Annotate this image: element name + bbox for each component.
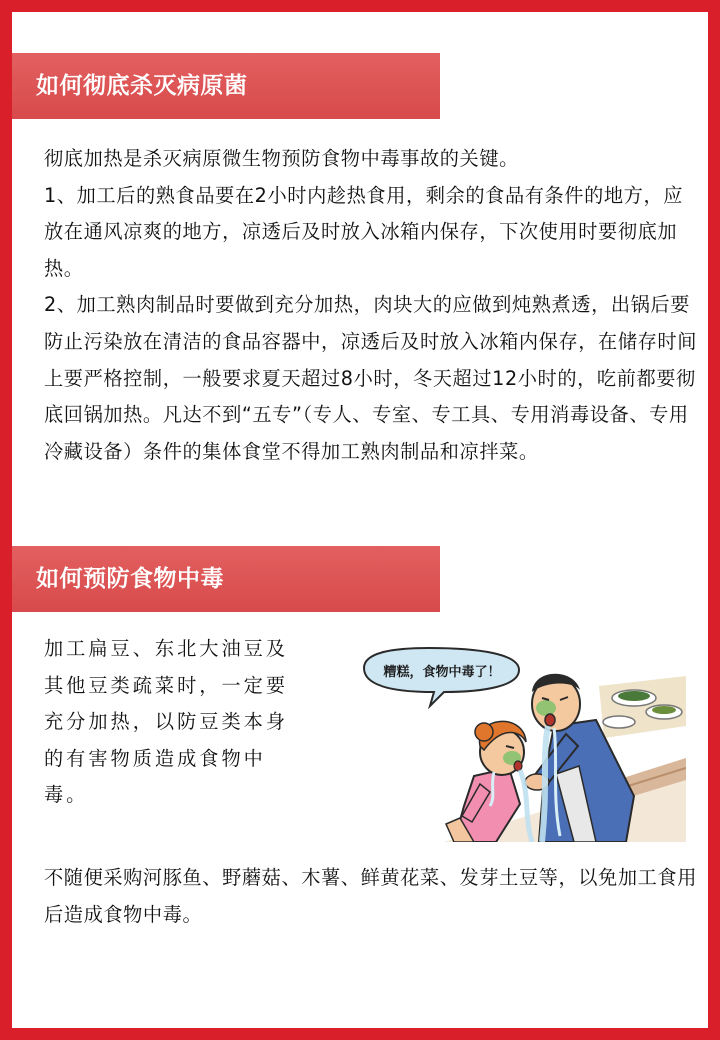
avoid-foods-text: 不随便采购河豚鱼、野蘑菇、木薯、鲜黄花菜、发芽土豆等，以免加工食用后造成食物中毒。 [44, 866, 697, 926]
beans-paragraph [44, 631, 306, 814]
section-heading-prevent-poisoning [12, 546, 440, 612]
point-2-paragraph: 2、加工熟肉制品时要做到充分加热，肉块大的应做到炖熟煮透，出锅后要防止污染放在清洁的食品容器中，凉透后及时放入冰箱内保存，在储存时间上要严格控制，一般要求夏天超过8小时，冬天超过12小时的，吃前都要彻底回锅加热。凡达不到“五专”（专人、专室、专工具、专用消毒设备、专用冷藏设备）条件的集体食堂不得加工熟肉制品和凉拌菜。 [44, 293, 697, 463]
food-poisoning-cartoon [334, 646, 686, 842]
intro-paragraph: 彻底加热是杀灭病原微生物预防食物中毒事故的关键。 [44, 147, 519, 170]
pathogen-text-block [44, 141, 699, 470]
poster-page [12, 12, 708, 1028]
section-heading-text: 如何预防食物中毒 [36, 566, 224, 592]
point-1-paragraph: 1、加工后的熟食品要在2小时内趁热食用，剩余的食品有条件的地方，应放在通风凉爽的地方，凉透后及时放入冰箱内保存，下次使用时要彻底加热。 [44, 183, 684, 280]
avoid-foods-paragraph [44, 860, 699, 933]
section-heading-kill-pathogens [12, 53, 440, 119]
beans-text: 加工扁豆、东北大油豆及其他豆类疏菜时，一定要充分加热，以防豆类本身的有害物质造成食物中毒。 [44, 637, 289, 807]
speech-bubble-text: 糟糕，食物中毒了！ [383, 665, 501, 680]
section-heading-text: 如何彻底杀灭病原菌 [36, 73, 248, 99]
